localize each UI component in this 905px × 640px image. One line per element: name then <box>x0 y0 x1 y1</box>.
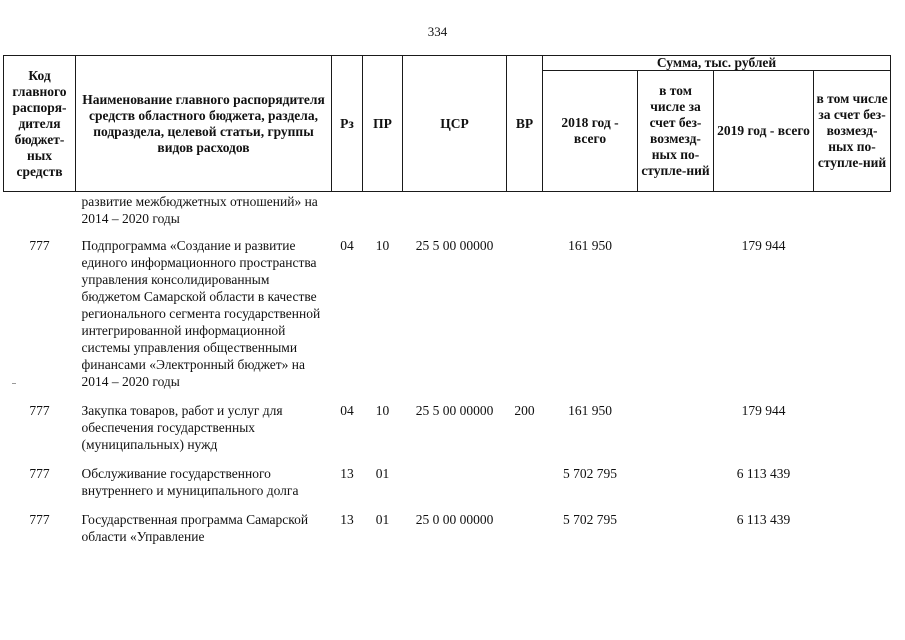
cell-name: Закупка товаров, работ и услуг для обеспечения государственных (муниципальных) нужд <box>81 403 283 452</box>
cell-code: 777 <box>29 466 50 481</box>
header-csr: ЦСР <box>403 56 507 192</box>
cell-name: развитие межбюджетных отношений» на 2014 – 2020 годы <box>81 194 318 226</box>
cell-2018-total: 161 950 <box>568 238 612 253</box>
cell-code: 777 <box>29 403 50 418</box>
table-row <box>4 192 891 236</box>
cell-vr <box>507 509 543 555</box>
header-2018-total: 2018 год - всего <box>543 71 638 192</box>
cell-2019-free <box>814 235 891 400</box>
cell-2019-total <box>714 192 814 236</box>
cell-rz: 13 <box>340 512 354 527</box>
cell-2019-total: 179 944 <box>741 238 786 253</box>
cell-csr <box>403 463 507 509</box>
cell-vr <box>507 235 543 400</box>
header-2018-free: в том числе за счет без-возмезд-ных по-ступле-ний <box>638 71 714 192</box>
table-row <box>4 509 891 555</box>
cell-2018-free <box>638 192 714 236</box>
cell-pr: 01 <box>375 466 390 481</box>
cell-2018-total <box>543 192 638 236</box>
cell-code: 777 <box>29 238 50 253</box>
cell-2018-free <box>638 235 714 400</box>
cell-vr: 200 <box>514 403 535 418</box>
cell-2019-free <box>814 509 891 555</box>
header-2019-total: 2019 год - всего <box>714 71 814 192</box>
cell-2018-free <box>638 400 714 463</box>
cell-name: Подпрограмма «Создание и развитие единого информационного пространства управления консолидированным бюджетом Самарской области в качестве регионального сегмента государственной интегрированной информационной системы управления общественными финансами «Электронный бюджет» на 2014 – 2020 годы <box>81 238 321 389</box>
cell-rz: 04 <box>340 238 354 253</box>
table-body <box>4 192 891 556</box>
table-header <box>4 56 891 192</box>
cell-2019-free <box>814 400 891 463</box>
header-sum: Сумма, тыс. рублей <box>543 56 891 71</box>
cell-csr: 25 0 00 00000 <box>415 512 494 527</box>
cell-2019-total: 6 113 439 <box>736 512 791 527</box>
cell-rz: 13 <box>340 466 354 481</box>
budget-table <box>3 55 891 555</box>
cell-rz: 04 <box>340 403 354 418</box>
cell-code: 777 <box>29 512 50 527</box>
header-code: Код главного распоря-дителя бюджет-ных средств <box>4 56 76 192</box>
cell-pr: 01 <box>375 512 390 527</box>
cell-2018-free <box>638 509 714 555</box>
cell-vr <box>507 463 543 509</box>
header-vr: ВР <box>507 56 543 192</box>
scan-artifact <box>12 383 16 384</box>
cell-name: Государственная программа Самарской области «Управление <box>81 512 309 544</box>
page-number: 334 <box>427 24 448 39</box>
header-2019-free: в том числе за счет без-возмезд-ных по-ступле-ний <box>814 71 891 192</box>
cell-rz <box>332 192 363 236</box>
header-pr: ПР <box>363 56 403 192</box>
cell-2018-total: 5 702 795 <box>563 512 617 527</box>
table-row <box>4 235 891 400</box>
header-name: Наименование главного распорядителя средств областного бюджета, раздела, подраздела, целевой статьи, группы видов расходов <box>76 56 332 192</box>
header-rz: Рз <box>332 56 363 192</box>
cell-name: Обслуживание государственного внутреннего и муниципального долга <box>81 466 299 498</box>
cell-csr <box>403 192 507 236</box>
cell-2019-total: 179 944 <box>741 403 786 418</box>
cell-code <box>4 192 76 236</box>
cell-2019-total: 6 113 439 <box>736 466 791 481</box>
cell-csr: 25 5 00 00000 <box>415 238 494 253</box>
cell-csr: 25 5 00 00000 <box>415 403 494 418</box>
table-row <box>4 400 891 463</box>
cell-pr: 10 <box>375 403 390 418</box>
cell-2018-total: 5 702 795 <box>563 466 617 481</box>
cell-pr: 10 <box>375 238 390 253</box>
cell-2019-free <box>814 192 891 236</box>
table-row <box>4 463 891 509</box>
cell-2018-total: 161 950 <box>568 403 612 418</box>
cell-2018-free <box>638 463 714 509</box>
cell-vr <box>507 192 543 236</box>
cell-pr <box>363 192 403 236</box>
cell-2019-free <box>814 463 891 509</box>
